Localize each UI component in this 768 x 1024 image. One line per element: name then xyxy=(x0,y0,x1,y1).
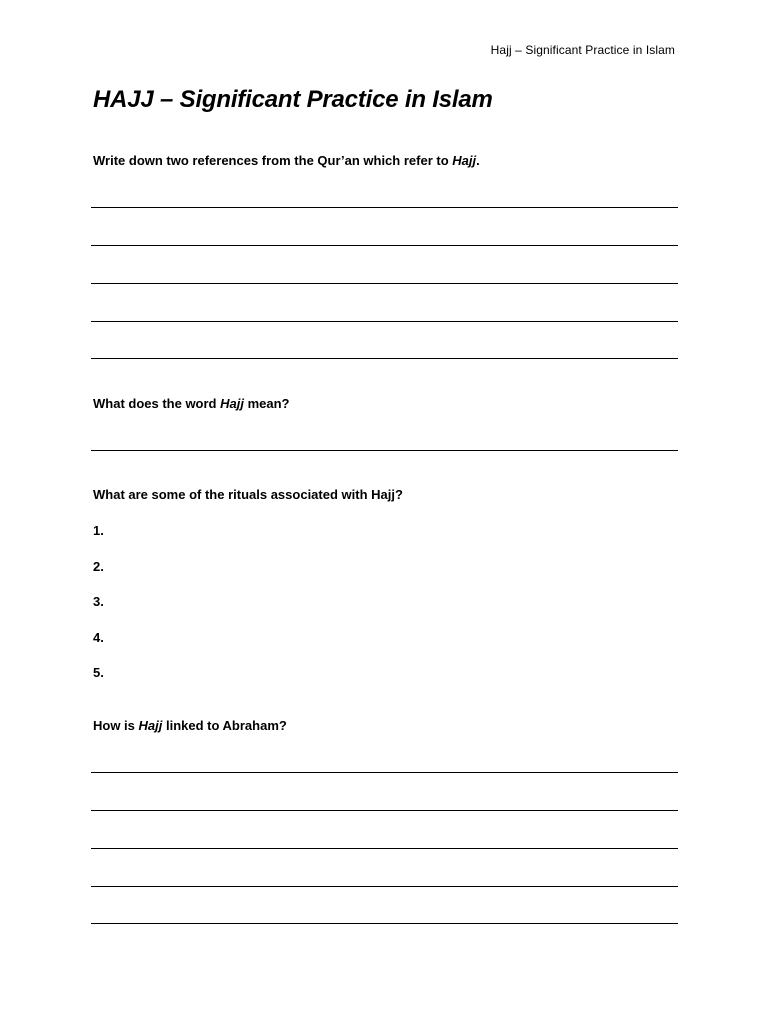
question-emphasis: Hajj xyxy=(220,396,244,411)
question-emphasis: Hajj xyxy=(452,153,477,168)
answer-line[interactable] xyxy=(91,810,678,811)
list-item-number: 5. xyxy=(93,665,104,680)
answer-line[interactable] xyxy=(91,283,678,284)
page-title: HAJJ – Significant Practice in Islam xyxy=(93,86,493,113)
question-hajj-meaning xyxy=(93,396,289,411)
question-text: Write down two references from the Qur’an which refer to xyxy=(93,153,453,168)
answer-line[interactable] xyxy=(91,321,678,322)
answer-line[interactable] xyxy=(91,848,678,849)
question-text: What does the word xyxy=(93,396,221,411)
list-item-number: 2. xyxy=(93,559,104,574)
list-item-number: 3. xyxy=(93,594,104,609)
answer-line[interactable] xyxy=(91,923,678,924)
list-item-number: 4. xyxy=(93,630,104,645)
question-emphasis: Hajj xyxy=(138,718,163,733)
answer-line[interactable] xyxy=(91,207,678,208)
question-text: How is xyxy=(93,718,139,733)
question-text-end: linked to Abraham? xyxy=(162,718,287,733)
answer-line[interactable] xyxy=(91,886,678,887)
question-text-end: . xyxy=(476,153,480,168)
question-rituals: What are some of the rituals associated with Hajj? xyxy=(93,487,403,502)
question-quran-references xyxy=(93,153,480,168)
running-header: Hajj – Significant Practice in Islam xyxy=(490,43,675,57)
question-abraham-link xyxy=(93,718,287,733)
list-item-number: 1. xyxy=(93,523,104,538)
answer-line[interactable] xyxy=(91,358,678,359)
question-text-end: mean? xyxy=(243,396,290,411)
answer-line[interactable] xyxy=(91,245,678,246)
answer-line[interactable] xyxy=(91,772,678,773)
answer-line[interactable] xyxy=(91,450,678,451)
